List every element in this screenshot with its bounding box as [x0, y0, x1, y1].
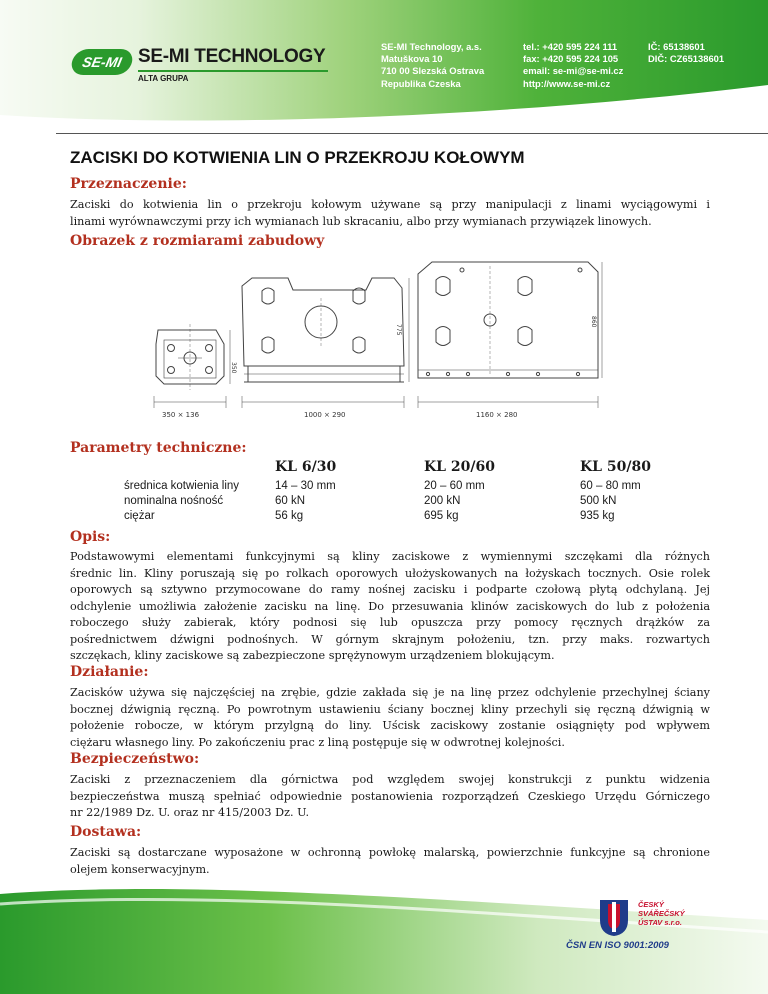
text-line: położenie robocze, w którym przylgną do liny. Uścisk zaciskowy zostanie osiągnięty pod wpływem: [70, 719, 710, 732]
param-value: 14 – 30 mm: [275, 480, 336, 492]
contact-phone: tel.: +420 595 224 111: [523, 41, 618, 52]
drawing-clamp-medium: [242, 278, 409, 408]
param-value: 200 kN: [424, 495, 461, 507]
text-line: Podstawowymi elementami funkcyjnymi są kliny zaciskowe z wymiennymi szczękami dla różnych: [70, 550, 710, 563]
company-ic: IČ: 65138601: [648, 41, 705, 52]
text-line: olejem konserwacyjnym.: [70, 862, 210, 876]
param-label: nominalna nośność: [124, 495, 224, 507]
text-line: oporowych są sztywno przymocowane do ramy nośnej zacisku i podparte czołową płytą odchylaną. Jej: [70, 583, 710, 596]
text-line: średnic lin. Kliny poruszają się po rolkach oporowych ułożyskowanych na łożyskach tocznych. Osie rolek: [70, 566, 710, 580]
text-line: Zaciski do kotwienia lin o przekroju kołowym używane są przy manipulacji z linami wyciągowymi i: [70, 198, 710, 211]
drawing-clamp-small: [154, 324, 230, 408]
param-label: ciężar: [124, 510, 155, 522]
text-line: Zaciski są dostarczane wyposażone w ochronną powłokę malarską, powierzchnie funkcyjne są chronione: [70, 846, 710, 859]
model-header: KL 50/80: [580, 459, 651, 475]
contact-fax: fax: +420 595 224 105: [523, 53, 619, 65]
header-contact: [523, 41, 623, 90]
param-label: średnica kotwienia liny: [124, 480, 240, 492]
certification-name: [638, 900, 685, 927]
text-line: bezpieczeństwa muszą spełniać odpowiednie postanowienia rozporządzeń Czeskiego Urzędu Górniczego: [70, 789, 710, 803]
dim-large-height: 860: [590, 316, 597, 328]
purpose-text: [70, 197, 710, 230]
header-rule: [56, 133, 768, 134]
logo-underline: [138, 70, 328, 72]
text-line: Zaciski z przeznaczeniem dla górnictwa pod względem swojej konstrukcji z punktu widzenia: [70, 773, 710, 786]
text-line: odchylenie umożliwia założenie zacisku na linę. Do przesuwania klinów zaciskowych do lub z położenia: [70, 599, 710, 613]
text-line: bocznej dźwignią ręczną. Po powrotnym ustawieniu ściany bocznej kliny przechyli się ręczną dźwignią w: [70, 702, 710, 716]
logo-subtitle: ALTA GRUPA: [138, 74, 189, 83]
dim-large-width: 1160 × 280: [476, 411, 518, 419]
logo-name: SE-MI TECHNOLOGY: [138, 46, 326, 67]
model-header: KL 6/30: [275, 459, 337, 475]
certification-logo-icon: [596, 898, 632, 938]
technical-drawing: [118, 258, 606, 428]
delivery-text: [70, 845, 710, 878]
param-value: 500 kN: [580, 495, 617, 507]
cert-line: ČESKÝ: [638, 900, 664, 909]
contact-email[interactable]: email: se-mi@se-mi.cz: [523, 65, 624, 77]
company-dic: DIČ: CZ65138601: [648, 53, 725, 65]
contact-website[interactable]: http://www.se-mi.cz: [523, 77, 611, 89]
drawing-clamp-large: [418, 262, 602, 408]
text-line: ciężaru własnego liny. Po zakończeniu prac z liną postępuje się w odwrotnej kolejności.: [70, 735, 565, 749]
section-heading-drawing: Obrazek z rozmiarami zabudowy: [70, 233, 325, 249]
section-heading-parameters: Parametry techniczne:: [70, 440, 247, 456]
section-heading-delivery: Dostawa:: [70, 824, 142, 840]
section-heading-safety: Bezpieczeństwo:: [70, 751, 200, 767]
address-line: SE-MI Technology, a.s.: [381, 41, 482, 52]
dim-medium-height: 775: [395, 324, 402, 336]
param-value: 56 kg: [275, 510, 304, 522]
header-ids: [648, 41, 724, 65]
safety-text: [70, 772, 710, 822]
text-line: linami wyrównawczymi przy ich wymianach lub skracaniu, albo przy wymianach przywiązek linowych.: [70, 214, 652, 228]
iso-standard: ČSN EN ISO 9001:2009: [566, 940, 669, 951]
address-line: Republika Czeska: [381, 77, 461, 89]
param-value: 20 – 60 mm: [424, 480, 485, 492]
page-title: ZACISKI DO KOTWIENIA LIN O PRZEKROJU KOŁOWYM: [70, 148, 525, 167]
address-line: Matuškova 10: [381, 53, 443, 65]
cert-line: SVÁŘEČSKÝ: [638, 909, 685, 918]
section-heading-purpose: Przeznaczenie:: [70, 176, 187, 192]
text-line: roboczego służy zabierak, który podnosi się lub opuszcza przy pomocy ręcznych drążków za: [70, 616, 710, 629]
param-value: 935 kg: [580, 510, 615, 522]
param-value: 60 kN: [275, 495, 306, 507]
cert-line: ÚSTAV s.r.o.: [638, 918, 682, 927]
text-line: pośrednictwem dźwigni podnośnych. W górnym skrajnym położeniu, tzn. przy maks. rozwartych: [70, 632, 710, 646]
logo-badge: SE-MI: [69, 49, 135, 75]
dim-small-height: 350: [230, 362, 237, 374]
param-value: 60 – 80 mm: [580, 480, 641, 492]
address-line: 710 00 Slezská Ostrava: [381, 65, 485, 77]
text-line: nr 22/1989 Dz. U. oraz nr 415/2003 Dz. U.: [70, 806, 310, 819]
header-address: [381, 41, 484, 90]
section-heading-operation: Działanie:: [70, 664, 149, 680]
dim-small-width: 350 × 136: [162, 411, 200, 419]
text-line: szczękach, kliny zaciskowe są zabezpieczone sprężynowym urządzeniem blokującym.: [70, 649, 555, 662]
section-heading-description: Opis:: [70, 529, 111, 545]
dim-medium-width: 1000 × 290: [304, 411, 346, 419]
operation-text: [70, 685, 710, 751]
footer-wave: [0, 880, 768, 994]
text-line: Zacisków używa się najczęściej na zrębie, gdzie zakłada się je na linę przez odchylenie przechylnej ściany: [70, 686, 710, 699]
model-header: KL 20/60: [424, 459, 495, 475]
description-text: [70, 549, 710, 665]
param-value: 695 kg: [424, 510, 459, 522]
